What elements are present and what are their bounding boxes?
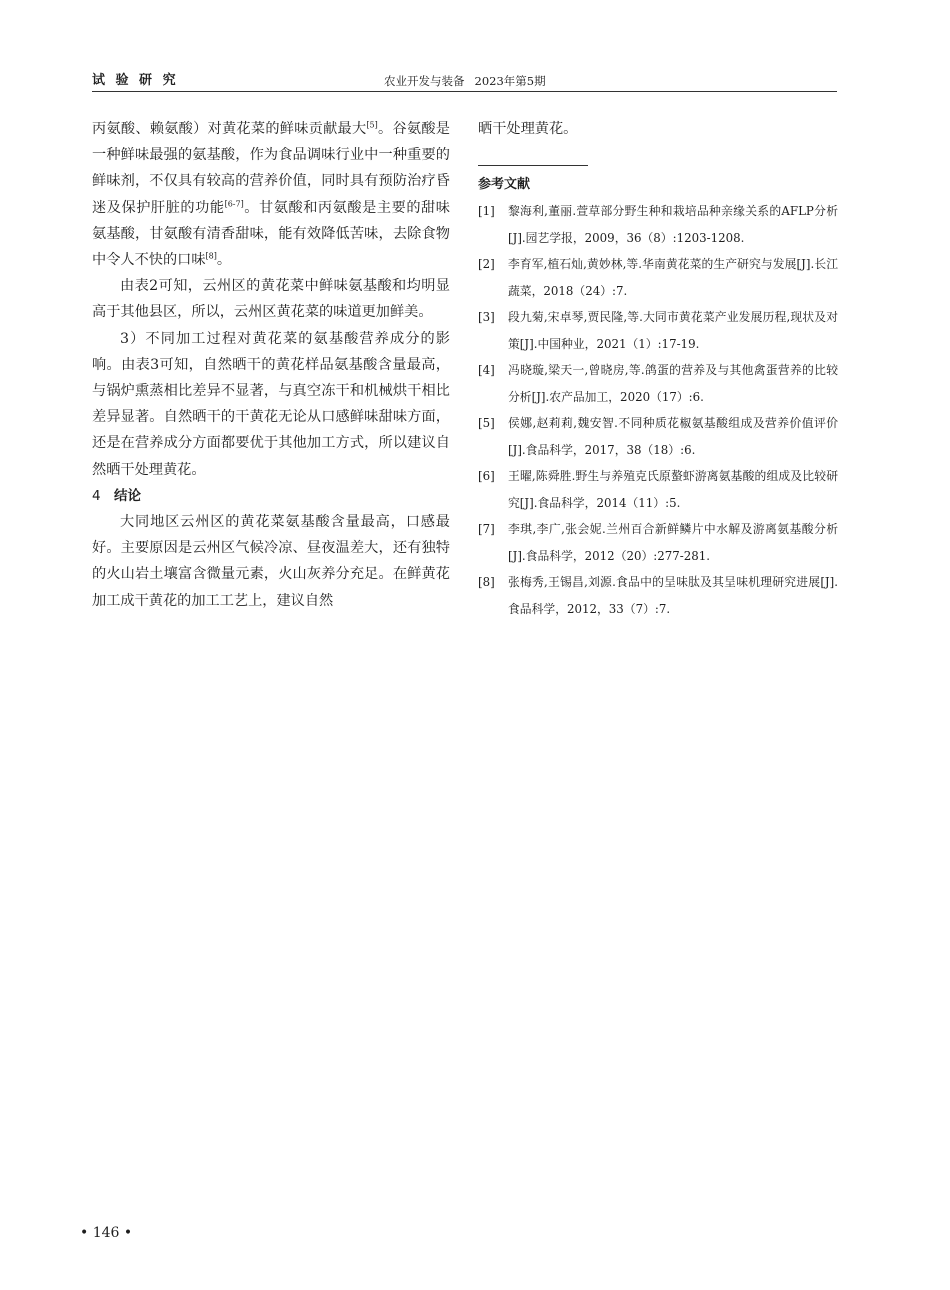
reference-item [478, 357, 838, 410]
paragraph-2: 由表2可知，云州区的黄花菜中鲜味氨基酸和均明显高于其他县区，所以，云州区黄花菜的味道更加鲜美。 [92, 278, 450, 321]
journal-name: 农业开发与装备 [384, 74, 465, 88]
paragraph-3: 3）不同加工过程对黄花菜的氨基酸营养成分的影响。由表3可知，自然晒干的黄花样品氨基酸含量最高，与锅炉熏蒸相比差异不显著，与真空冻干和机械烘干相比差异显著。自然晒干的干黄花无论从口感鲜味甜味方面，还是在营养成分方面都要优于其他加工方式，所以建议自然晒干处理黄花。 [92, 330, 450, 478]
reference-item [478, 251, 838, 304]
reference-item [478, 463, 838, 516]
reference-number: [1] [478, 204, 495, 219]
page-number: • 146 • [80, 1225, 133, 1241]
p1-text-b: 。谷氨酸是一种鲜味最强的氨基酸，作为食品调味行业中一种重要的鲜味剂，不仅具有较高的营养价值，同时具有预防治疗昏迷及保护肝脏的功能 [92, 121, 450, 216]
reference-text: 李琪,李广,张会妮.兰州百合新鲜鳞片中水解及游离氨基酸分析[J].食品科学，2012（20）:277-281. [508, 522, 838, 563]
section-title: 结论 [114, 487, 141, 504]
running-header-journal [384, 72, 546, 90]
reference-text: 侯娜,赵莉莉,魏安智.不同种质花椒氨基酸组成及营养价值评价[J].食品科学，2017，38（18）:6. [508, 416, 838, 457]
p1-text-d: 。 [216, 252, 232, 269]
reference-number: [2] [478, 257, 495, 272]
paragraph-4: 大同地区云州区的黄花菜氨基酸含量最高，口感最好。主要原因是云州区气候冷凉、昼夜温差大，还有独特的火山岩土壤富含微量元素，火山灰养分充足。在鲜黄花加工成干黄花的加工工艺上，建议自然 [92, 514, 450, 609]
reference-item [478, 569, 838, 622]
citation-5[interactable]: [5] [366, 120, 378, 130]
references-rule [478, 165, 588, 166]
p1-text-c: 。甘氨酸和丙氨酸是主要的甜味氨基酸，甘氨酸有清香甜味，能有效降低苦味，去除食物中令人不快的口味 [92, 199, 450, 269]
paragraph-1 [92, 116, 450, 273]
reference-item [478, 198, 838, 251]
journal-issue: 2023年第5期 [474, 74, 546, 88]
reference-number: [8] [478, 575, 495, 590]
paragraph-continuation: 晒干处理黄花。 [478, 121, 578, 137]
running-header-section: 试 验 研 究 [92, 73, 179, 88]
right-column [478, 116, 838, 622]
reference-number: [7] [478, 522, 495, 537]
header-rule [92, 91, 837, 92]
citation-8[interactable]: [8] [205, 251, 217, 261]
section-4-heading [92, 483, 450, 509]
reference-item [478, 304, 838, 357]
reference-number: [5] [478, 416, 495, 431]
left-column [92, 116, 450, 614]
reference-list [478, 198, 838, 622]
reference-text: 黎海利,董丽.萱草部分野生种和栽培品种亲缘关系的AFLP分析[J].园艺学报，2009，36（8）:1203-1208. [508, 204, 838, 245]
references-title: 参考文献 [478, 177, 531, 193]
reference-number: [4] [478, 363, 495, 378]
section-number: 4 [92, 487, 101, 504]
reference-text: 段九菊,宋卓琴,贾民隆,等.大同市黄花菜产业发展历程,现状及对策[J].中国种业，2021（1）:17-19. [508, 310, 838, 351]
reference-item [478, 516, 838, 569]
reference-number: [6] [478, 469, 495, 484]
citation-6-7[interactable]: [6-7] [224, 198, 244, 208]
reference-text: 冯晓璇,梁天一,曾晓房,等.鸽蛋的营养及与其他禽蛋营养的比较分析[J].农产品加工，2020（17）:6. [508, 363, 838, 404]
reference-item [478, 410, 838, 463]
reference-number: [3] [478, 310, 495, 325]
reference-text: 王曜,陈舜胜.野生与养殖克氏原螯虾游离氨基酸的组成及比较研究[J].食品科学，2014（11）:5. [508, 469, 838, 510]
reference-text: 张梅秀,王锡昌,刘源.食品中的呈味肽及其呈味机理研究进展[J].食品科学，2012，33（7）:7. [508, 575, 838, 616]
p1-text-a: 丙氨酸、赖氨酸）对黄花菜的鲜味贡献最大 [92, 121, 367, 137]
reference-text: 李育军,植石灿,黄妙林,等.华南黄花菜的生产研究与发展[J].长江蔬菜，2018（24）:7. [508, 257, 838, 298]
